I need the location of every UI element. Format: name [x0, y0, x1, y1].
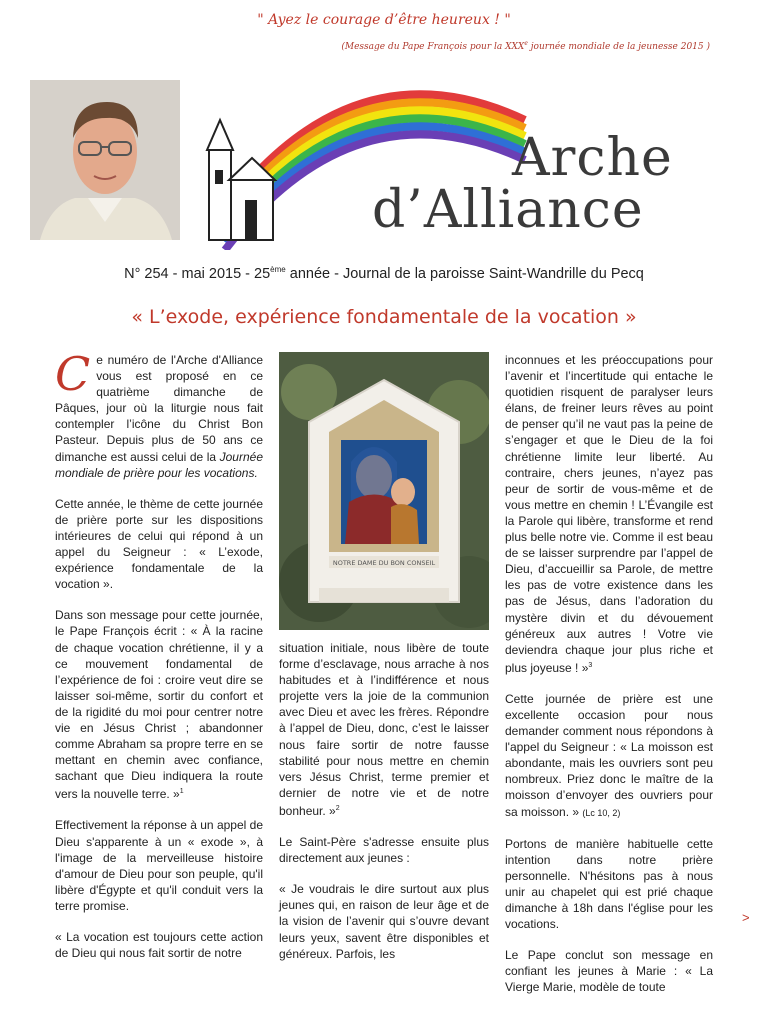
paragraph: Cette année, le thème de cette journée de prière porte sur les dispositions intérieures de celui qui répond à un appel du Seigneur : « L’exode, expérience fondamentale de la vocation ». — [55, 496, 263, 592]
article-column-1 — [55, 347, 263, 976]
masthead-title-line1: Arche — [512, 128, 673, 188]
continue-arrow-icon: > — [742, 910, 750, 925]
image-inscription: NOTRE DAME DU BON CONSEIL — [332, 559, 436, 567]
paragraph: Le Pape conclut son message en confiant les jeunes à Marie : « La Vierge Marie, modèle de toute — [505, 948, 713, 995]
paragraph: Portons de manière habituelle cette intention dans notre prière personnelle. N'hésitons pas à nous unir au chapelet qui est prié chaque dimanche à 18h dans l'église pour les vocations. — [505, 836, 713, 932]
paragraph: Effectivement la réponse à un appel de Dieu s'apparente à un « exode », à l'image de la merveilleuse histoire d'amour de Dieu pour son peuple, qu'il libère d'Égypte et qu'il conduit vers la terre promise. — [55, 818, 263, 913]
paragraph: Le Saint-Père s'adresse ensuite plus directement aux jeunes : — [279, 835, 489, 866]
paragraph: inconnues et les préoccupations pour l’avenir et l’incertitude qui entache le quotidien risquent de paralyser leurs élans, de freiner leurs rêves au point de penser qu’il ne vaut pas la peine de s’engager et que le Dieu de la foi chrétienne limite leur liberté. Au contraire, chers jeunes, n’ayez pas peur de sortir de vous-même et de vous mettre en chemin ! L’Évangile est la Parole qui libère, transforme et rend plus belle notre vie. Comme il est beau de se laisser surprendre par l’appel de Dieu, d’accueillir sa Parole, de mettre les pas de votre existence dans les pas de Jésus, dans l’adoration du mystère divin et du dévouement généreux aux autres ! Votre vie deviendra chaque jour plus riche et plus joyeuse ! »$^3$ — [505, 353, 713, 675]
madonna-icon-photo — [279, 352, 489, 630]
article-column-3 — [505, 352, 713, 1010]
quote-source: (Message du Pape François pour la XXXe journée mondiale de la jeunesse 2015 ) — [341, 40, 710, 52]
paragraph: Cette journée de prière est une excellente occasion pour nous demander comment nous répondons à l'appel du Seigneur : « La moisson est abondante, mais les ouvriers sont peu nombreux. Priez donc le maître de la moisson d’envoyer des ouvriers pour sa moisson. » (Lc 10, 2) — [505, 691, 713, 819]
issue-line: N° 254 - mai 2015 - 25ème année - Journal de la paroisse Saint-Wandrille du Pecq — [124, 265, 644, 282]
article-headline: « L’exode, expérience fondamentale de la vocation » — [131, 306, 637, 328]
paragraph: « Je voudrais le dire surtout aux plus jeunes qui, en raison de leur âge et de la vision de l’avenir qui s’ouvre devant leurs yeux, savent être disponibles et généreux. Parfois, les — [279, 882, 489, 961]
paragraph: « La vocation est toujours cette action de Dieu qui nous fait sortir de notre — [55, 930, 263, 961]
paragraph: Dans son message pour cette journée, le Pape François écrit : « À la racine de chaque vocation chrétienne, il y a ce mouvement fondamental de l’expérience de foi : croire veut dire se laisser soi-même, sortir du confort et de la rigidité du moi pour centrer notre vie en Jésus Christ ; abandonner comme Abraham sa propre terre en se mettant en chemin avec confiance, sachant que Dieu indiquera la route vers la nouvelle terre. »$^1$ — [55, 608, 263, 802]
paragraph-intro: Ce numéro de l'Arche d'Alliance vous est proposé en ce quatrième dimanche de Pâques, jour où la liturgie nous fait contempler l’icône du Christ Bon Pasteur. Depuis plus de 50 ans ce dimanche est aussi celui de la Journée mondiale de prière pour les vocations. — [55, 347, 263, 480]
masthead-title-line2: d’Alliance — [372, 180, 644, 240]
priest-portrait-photo — [30, 80, 180, 240]
drop-cap: C — [55, 347, 91, 401]
header-quote: " Ayez le courage d’être heureux ! " — [257, 12, 511, 28]
paragraph: situation initiale, nous libère de toute forme d’esclavage, nous arrache à nos habitudes et à l’indifférence et nous projette vers la joie de la communion avec Dieu et avec les frères. Répondre à l’appel de Dieu, donc, c’est le laisser nous faire sortir de notre fausse stabilité pour nous mettre en chemin vers Jésus Christ, terme premier et dernier de notre vie et de notre bonheur. »$^2$ — [279, 641, 489, 818]
article-column-2 — [279, 640, 489, 977]
